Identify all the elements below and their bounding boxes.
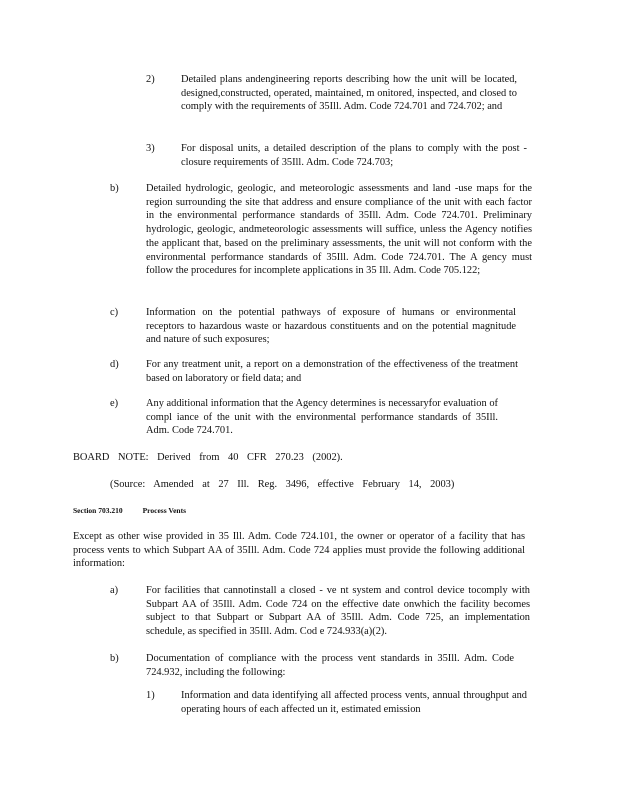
list-item-text: Information on the potential pathways of exposure of humans or environmental receptors to hazardous waste or hazardous constituents and on the potential magnitude and nature of such exposures;	[146, 307, 516, 346]
list-item-text: Information and data identifying all affected process vents, annual throughput and operating hours of each affected un it, estimated emission	[181, 690, 527, 715]
list-item-text: For any treatment unit, a report on a demonstration of the effectiveness of the treatment based on laboratory or field data; and	[146, 359, 518, 384]
list-label: e)	[110, 398, 119, 409]
list-label: 1)	[146, 690, 155, 701]
list-label: 3)	[146, 143, 155, 154]
section-number: Section 703.210	[73, 506, 123, 515]
list-item-text: Documentation of compliance with the process vent standards in 35Ill. Adm. Code 724.932, including the following:	[146, 653, 514, 678]
list-item-text: For disposal units, a detailed description of the plans to comply with the post -closure requirements of 35Ill. Adm. Code 724.703;	[181, 143, 527, 168]
list-label: c)	[110, 307, 119, 318]
list-label: d)	[110, 359, 119, 370]
list-item-text: Detailed plans andengineering reports describing how the unit will be located, designed,constructed, operated, maintained, m onitored, inspected, and closed to comply with the requirements of 35Ill. Adm. Code 724.701 and 724.702; and	[181, 74, 517, 113]
section-heading	[73, 506, 186, 516]
list-item-text: Detailed hydrologic, geologic, and meteorologic assessments and land -use maps for the region surrounding the site that address and ensure compliance of the unit with each factor in the environmental performance standards of 35Ill. Adm. Code 724.701. Preliminary hydrologic, geologic, andmeteorologic assessments will suffice, unless the Agency notifies the applicant that, based on the preliminary assessments, the unit will not conform with the environmental performance standards of 35Ill. Adm. Code 724.701. The A gency must follow the procedures for incomplete applications in 35 Ill. Adm. Code 705.122;	[146, 183, 532, 277]
list-label: b)	[110, 183, 119, 194]
list-label: a)	[110, 585, 119, 596]
section-title: Process Vents	[142, 506, 186, 515]
list-label: 2)	[146, 74, 155, 85]
source-note: (Source: Amended at 27 Ill. Reg. 3496, effective February 14, 2003)	[110, 479, 455, 490]
list-item-text: For facilities that cannotinstall a closed - ve nt system and control device tocomply with Subpart AA of 35Ill. Adm. Code 724 on the effective date onwhich the facility becomes subject to that Subpart or Subpart AA of 35Ill. Adm. Code 725, an implementation schedule, as specified in 35Ill. Adm. Cod e 724.933(a)(2).	[146, 585, 530, 638]
list-item-text: Any additional information that the Agency determines is necessaryfor evaluation of compl iance of the unit with the environmental performance standards of 35Ill. Adm. Code 724.701.	[146, 398, 498, 437]
intro-paragraph: Except as other wise provided in 35 Ill. Adm. Code 724.101, the owner or operator of a facility that has process vents to which Subpart AA of 35Ill. Adm. Code 724 applies must provide the following additional information:	[73, 531, 525, 570]
board-note: BOARD NOTE: Derived from 40 CFR 270.23 (2002).	[73, 452, 343, 463]
list-label: b)	[110, 653, 119, 664]
